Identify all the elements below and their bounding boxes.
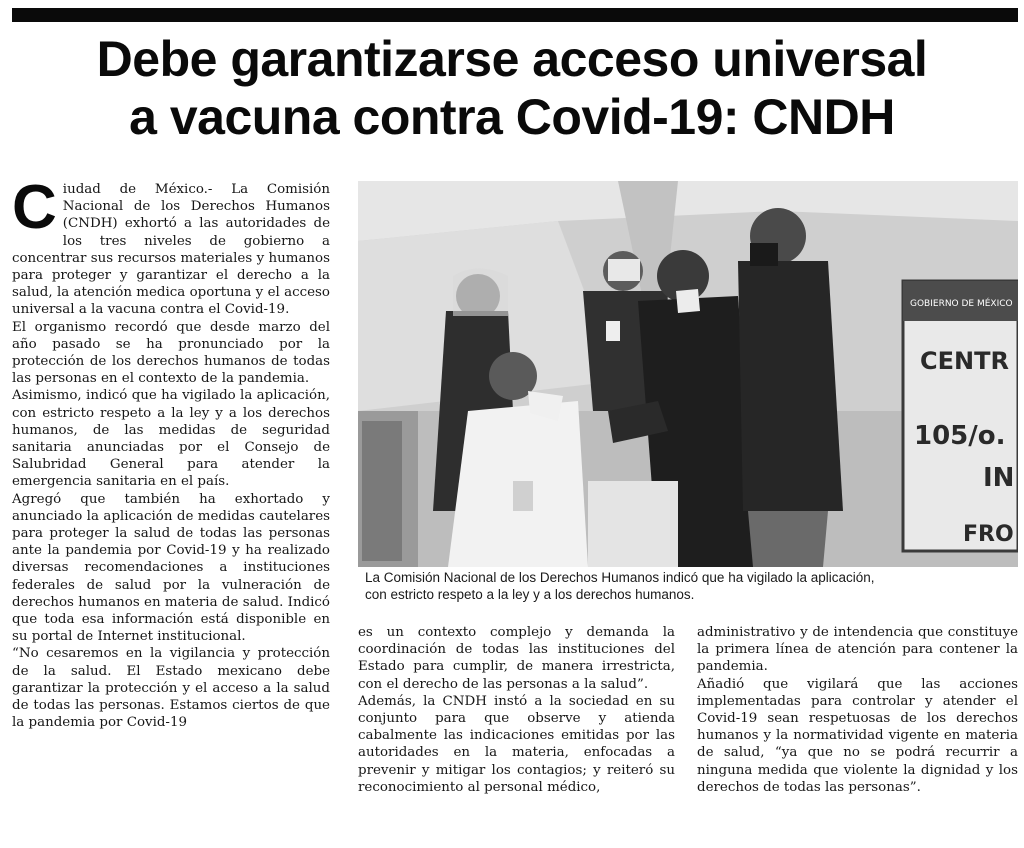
- observer-figure: [738, 208, 843, 567]
- paragraph-6: es un contexto complejo y demanda la coordinación de todas las instituciones del Estado para cumplir, de manera irrestricta, con el derecho de las personas a la salud”.: [358, 625, 675, 692]
- sign-text-3: IN: [983, 463, 1015, 493]
- paragraph-2: El organismo recordó que desde marzo del año pasado se ha pronunciado por la protección de los derechos humanos de todas las personas en el contexto de la pandemia.: [12, 319, 330, 387]
- paragraph-9: Añadió que vigilará que las acciones implementadas para controlar y atender el Covid-19 sean respetuosas de los derechos humanos y la normatividad vigente en materia de salud, “ya que no se podrá recurrir a ninguna medida que violente la dignidad y los derechos de todas las personas”.: [697, 676, 1018, 795]
- paragraph-7: Además, la CNDH instó a la sociedad en su conjunto para que observe y atienda cabalmente las indicaciones emitidas por las autoridades en la materia, enfocadas a prevenir y mitigar los contagios; y reiteró su reconocimiento al personal médico,: [358, 693, 675, 795]
- article-column-1: [12, 173, 330, 732]
- paragraph-3: Asimismo, indicó que ha vigilado la aplicación, con estricto respeto a la ley y a los derechos humanos, de las medidas de seguridad sanitaria anunciadas por el Consejo de Salubridad General para atender la emergencia sanitaria en el país.: [12, 388, 330, 490]
- paragraph-1-text: iudad de México.- La Comisión Nacional de los Derechos Humanos (CNDH) exhortó a las autoridades de los tres niveles de gobierno a concentrar sus recursos materiales y humanos para proteger y garantizar el derecho a la salud, la atención medica oportuna y el acceso universal a la vacuna contra el Covid-19.: [12, 182, 330, 318]
- article-column-3: [697, 624, 1018, 796]
- article-column-2: [358, 624, 675, 796]
- sign-text-1: CENTR: [920, 347, 1009, 375]
- top-rule: [12, 8, 1018, 22]
- caption-line-1: La Comisión Nacional de los Derechos Humanos indicó que ha vigilado la aplicación,: [365, 570, 875, 585]
- drop-cap: C: [12, 173, 57, 242]
- photo-caption: [365, 569, 1015, 603]
- caption-line-2: con estricto respeto a la ley y a los derechos humanos.: [365, 587, 695, 602]
- paragraph-5: “No cesaremos en la vigilancia y protección de la salud. El Estado mexicano debe garantizar la protección y el acceso a la salud de todas las personas. Estamos ciertos de que la pandemia por Covid-19: [12, 646, 330, 731]
- sign-text-4: FRO: [963, 522, 1014, 547]
- paragraph-1: [12, 173, 330, 319]
- news-photo: [358, 181, 1018, 567]
- sign-logo-text: GOBIERNO DE MÉXICO: [910, 299, 1013, 309]
- headline: [0, 30, 1024, 146]
- headline-line-2: a vacuna contra Covid-19: CNDH: [129, 89, 895, 145]
- headline-line-1: Debe garantizarse acceso universal: [96, 31, 928, 87]
- sign-text-2: 105/o.: [914, 421, 1006, 451]
- paragraph-8: administrativo y de intendencia que constituye la primera línea de atención para contener la pandemia.: [697, 625, 1018, 675]
- paragraph-4: Agregó que también ha exhortado y anunciado la aplicación de medidas cautelares para proteger la salud de todas las personas ante la pandemia por Covid-19 y ha realizado diversas recomendaciones a instituciones federales de salud por la vulneración de derechos humanos en materia de salud. Indicó que toda esa información está disponible en su portal de Internet institucional.: [12, 491, 330, 645]
